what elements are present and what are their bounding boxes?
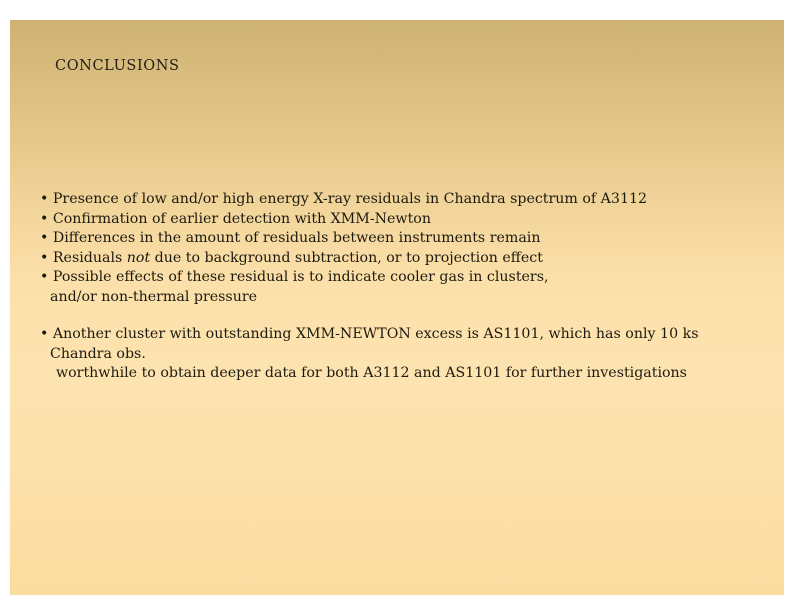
bullet-item-6: • Another cluster with outstanding XMM-NEWTON excess is AS1101, which has only 10 ks <box>40 326 699 342</box>
bullet-item-4-post: due to background subtraction, or to projection effect <box>150 249 543 266</box>
bullet-item-5: • Possible effects of these residual is to indicate cooler gas in clusters, <box>40 269 549 285</box>
bullet-item-2: • Confirmation of earlier detection with XMM-Newton <box>40 210 431 227</box>
bullet-item-3: • Differences in the amount of residuals between instruments remain <box>40 230 541 246</box>
bullet-item-4-pre: • Residuals <box>40 249 127 266</box>
bullet-item-4 <box>40 249 760 269</box>
bullet-item-5-continuation: and/or non-thermal pressure <box>50 288 258 305</box>
bullet-item-6-continuation-2: worthwhile to obtain deeper data for both A3112 and AS1101 for further investigations <box>56 365 687 381</box>
bullet-item-6-continuation: Chandra obs. <box>50 345 146 362</box>
bullet-item-1: • Presence of low and/or high energy X-ray residuals in Chandra spectrum of A3112 <box>40 191 648 207</box>
slide-canvas <box>10 20 784 595</box>
slide-body <box>40 190 760 384</box>
paragraph-spacer <box>40 307 760 325</box>
slide-title: CONCLUSIONS <box>55 58 180 74</box>
bullet-item-4-emphasis: not <box>126 249 151 266</box>
